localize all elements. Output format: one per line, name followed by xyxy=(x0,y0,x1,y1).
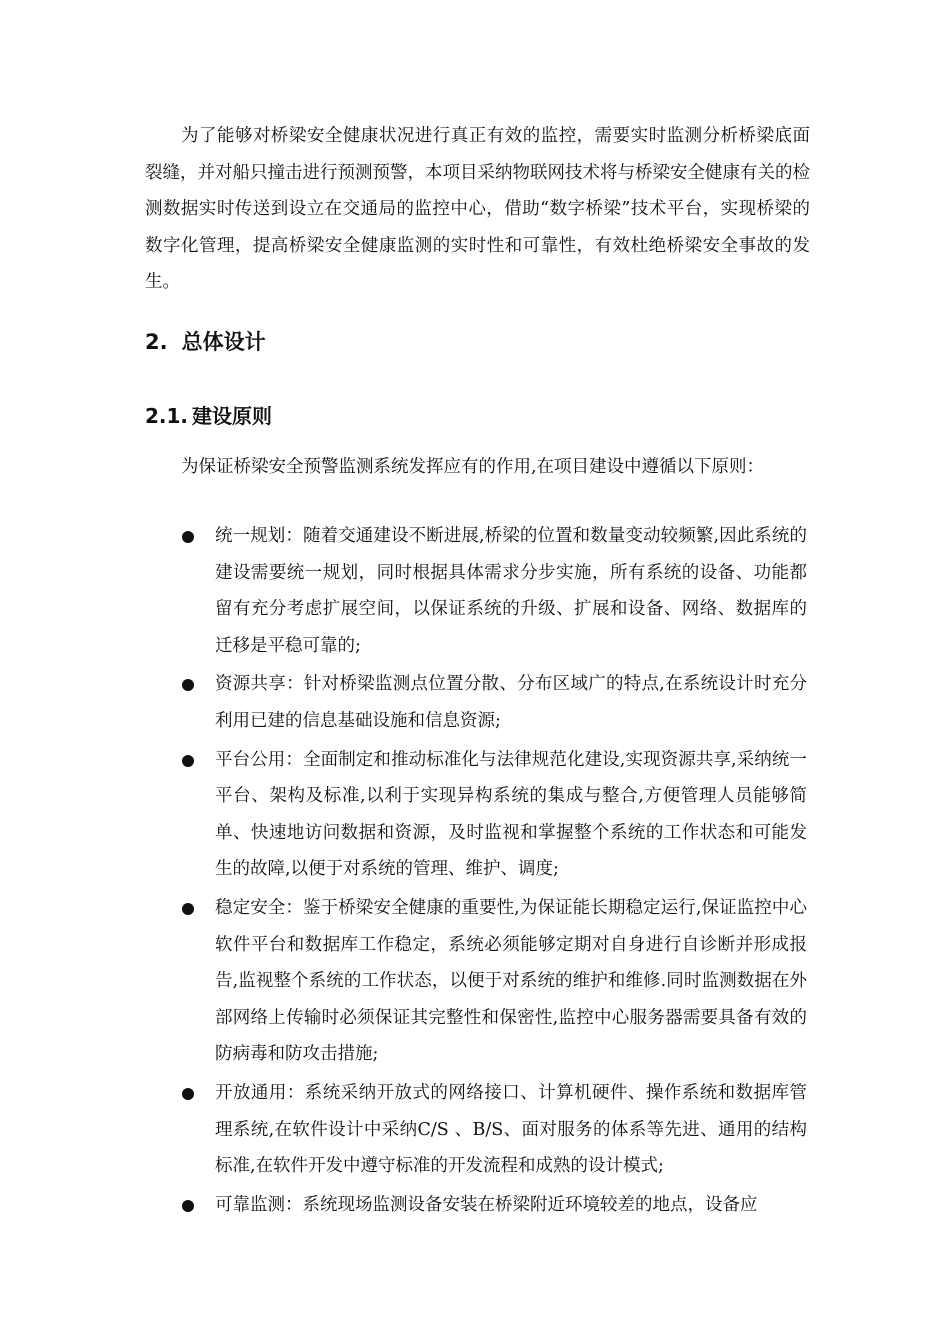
bullet-icon xyxy=(182,1200,194,1212)
list-item-text: 稳定安全：鉴于桥梁安全健康的重要性,为保证能长期稳定运行,保证监控中心软件平台和数据库工作稳定，系统必须能够定期对自身进行自诊断并形成报告,监视整个系统的工作状态，以便于对系统的维护和维修.同时监测数据在外部网络上传输时必须保证其完整性和保密性,监控中心服务器需要具备有效的防病毒和防攻击措施; xyxy=(215,897,807,1065)
list-item xyxy=(0,890,950,1073)
list-item-text: 平台公用：全面制定和推动标准化与法律规范化建设,实现资源共享,采纳统一平台、架构及标准,以利于实现异构系统的集成与整合,方便管理人员能够简单、快速地访问数据和资源，及时监视和掌握整个系统的工作状态和可能发生的故障,以便于对系统的管理、维护、调度; xyxy=(215,749,807,880)
list-item-text: 资源共享：针对桥梁监测点位置分散、分布区域广的特点,在系统设计时充分利用已建的信息基础设施和信息资源; xyxy=(215,674,807,731)
bullet-icon xyxy=(182,531,194,543)
list-item xyxy=(0,1075,950,1185)
bullet-icon xyxy=(182,1088,194,1100)
list-item xyxy=(0,1187,950,1224)
principles-list xyxy=(0,518,950,1225)
list-item xyxy=(0,666,950,739)
list-item-text: 开放通用：系统采纳开放式的网络接口、计算机硬件、操作系统和数据库管理系统,在软件设计中采纳C/S 、B/S、面对服务的体系等先进、通用的结构标准,在软件开发中遵守标准的开发流程和成熟的设计模式; xyxy=(215,1082,807,1177)
list-item-text: 统一规划：随着交通建设不断进展,桥梁的位置和数量变动较频繁,因此系统的建设需要统一规划，同时根据具体需求分步实施，所有系统的设备、功能都留有充分考虑扩展空间，以保证系统的升级、扩展和设备、网络、数据库的迁移是平稳可靠的; xyxy=(215,526,807,656)
section-heading xyxy=(145,322,266,362)
intro-paragraph: 为了能够对桥梁安全健康状况进行真正有效的监控，需要实时监测分析桥梁底面裂缝，并对船只撞击进行预测预警，本项目采纳物联网技术将与桥梁安全健康有关的检测数据实时传送到设立在交通局的监控中心，借助“数字桥梁”技术平台，实现桥梁的数字化管理，提高桥梁安全健康监测的实时性和可靠性，有效杜绝桥梁安全事故的发生。 xyxy=(145,126,810,293)
bullet-icon xyxy=(182,679,194,691)
subsection-number: 2.1. xyxy=(145,404,189,428)
section-title: 总体设计 xyxy=(181,330,266,354)
bullet-icon xyxy=(182,755,194,767)
subsection-heading xyxy=(145,398,272,434)
bullet-icon xyxy=(182,903,194,915)
list-item-text: 可靠监测：系统现场监测设备安装在桥梁附近环境较差的地点，设备应 xyxy=(215,1194,758,1215)
list-item xyxy=(0,518,950,664)
subsection-title: 建设原则 xyxy=(192,404,273,428)
list-item xyxy=(0,742,950,888)
lead-paragraph: 为保证桥梁安全预警监测系统发挥应有的作用,在项目建设中遵循以下原则： xyxy=(181,457,765,477)
section-number: 2. xyxy=(145,330,168,354)
